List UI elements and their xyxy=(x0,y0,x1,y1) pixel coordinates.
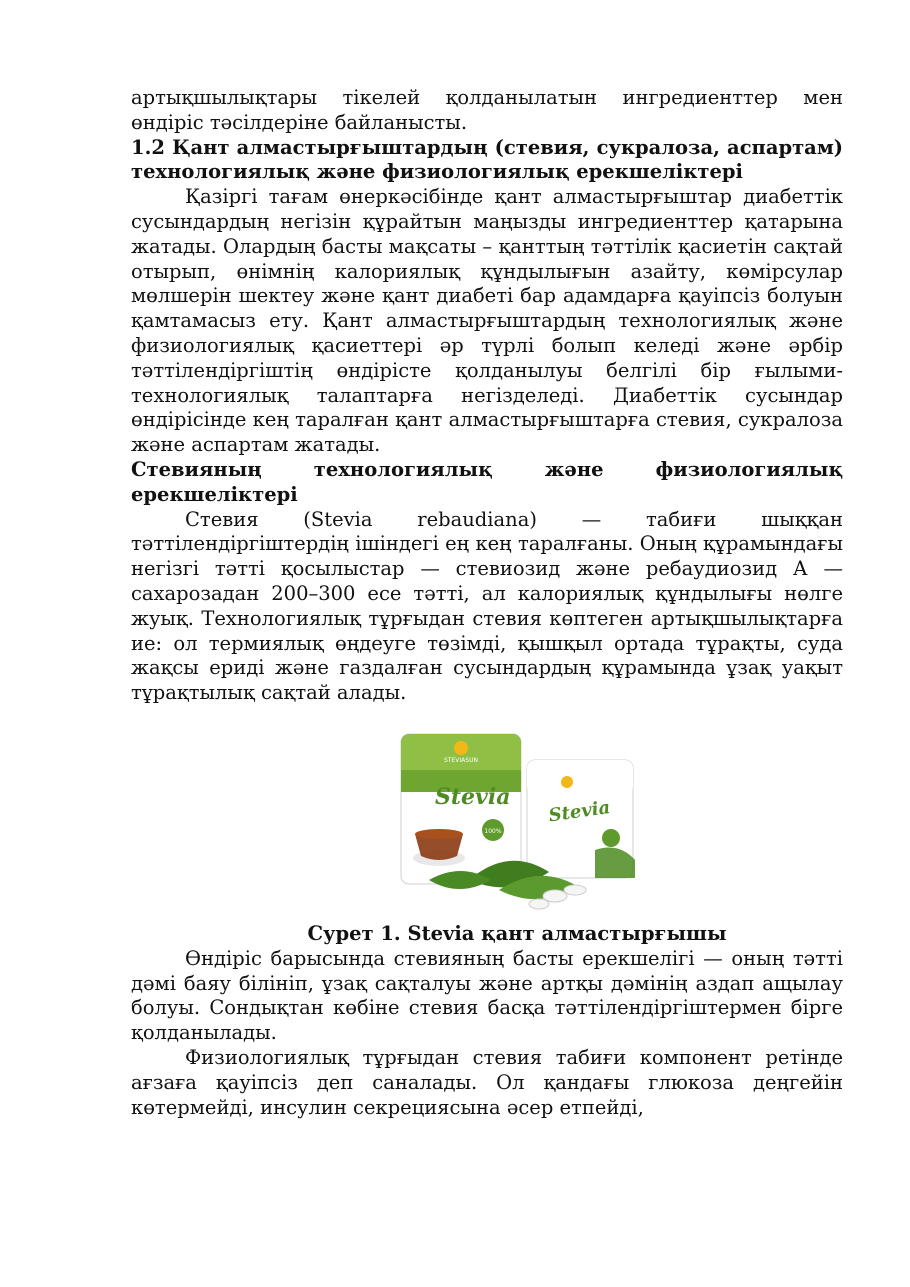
brand-logo-small xyxy=(561,776,573,788)
tablet xyxy=(564,885,586,895)
brand-logo xyxy=(454,741,468,755)
page-content xyxy=(131,86,843,1120)
paragraph-sweeteners-intro: Қазіргі тағам өнеркәсібінде қант алмастырғыштар диабеттік сусындардың негізін құрайтын маңызды ингредиенттер қатарына жатады. Олардың басты мақсаты – қанттың тәттілік қасиетін сақтай отырып, өнімнің калориялық құндылығын азайту, көмірсулар мөлшерін шектеу және қант диабеті бар адамдарға қауіпсіз болуын қамтамасыз ету. Қант алмастырғыштардың технологиялық және физиологиялық қасиеттері әр түрлі болып келеді және әрбір тәттілендіргіштің өндірісте қолданылуы белгілі бір ғылыми-технологиялық талаптарға негізделеді. Диабеттік сусындар өндірісінде кең таралған қант алмастырғыштарға стевия, сукралоза және аспартам жатады. xyxy=(131,185,843,457)
paragraph-continuation: артықшылықтары тікелей қолданылатын ингредиенттер мен өндіріс тәсілдеріне байланысты. xyxy=(131,86,843,134)
paragraph-stevia-description: Стевия (Stevia rebaudiana) — табиғи шыққан тәттілендіргіштердің ішіндегі ең кең таралғаны. Оның құрамындағы негізгі тәтті қосылыстар — стевиозид және ребаудиозид А — сахарозадан 200–300 есе тәтті, ал калориялық құндылығы нөлге жуық. Технологиялық тұрғыдан стевия көптеген артықшылықтарға ие: ол термиялық өңдеуге төзімді, қышқыл ортада тұрақты, суда жақсы ериді және газдалған сусындардың құрамында ұзақ уақыт тұрақтылық сақтай алады. xyxy=(131,507,843,705)
stevia-product-image xyxy=(399,730,649,918)
paragraph-stevia-physiology: Физиологиялық тұрғыдан стевия табиғи компонент ретінде ағзаға қауіпсіз деп саналады. Ол қандағы глюкоза деңгейін көтермейді, инсулин секрециясына әсер етпейді, xyxy=(131,1045,843,1119)
brand-text: STEVIASUN xyxy=(444,756,478,764)
figure-stevia-product xyxy=(131,712,843,922)
figure-caption: Сурет 1. Stevia қант алмастырғышы xyxy=(307,921,727,945)
subheading-stevia: Стевияның технологиялық және физиологиялық ерекшеліктері xyxy=(131,457,843,506)
badge-icon-small xyxy=(602,829,620,847)
product-name-small: Stevia xyxy=(547,796,612,827)
tablet xyxy=(529,899,549,909)
section-heading-1-2: 1.2 Қант алмастырғыштардың (стевия, сукралоза, аспартам) технологиялық және физиологиялық ерекшеліктері xyxy=(131,135,843,184)
badge-text: 100% xyxy=(484,827,502,835)
paragraph-stevia-taste: Өндіріс барысында стевияның басты ерекшелігі — оның тәтті дәмі баяу білініп, ұзақ сақталуы және артқы дәмінің аздап ащылау болуы. Сондықтан көбіне стевия басқа тәттілендіргіштермен бірге қолданылады. xyxy=(131,946,843,1045)
product-name-large: Stevia xyxy=(435,783,511,810)
